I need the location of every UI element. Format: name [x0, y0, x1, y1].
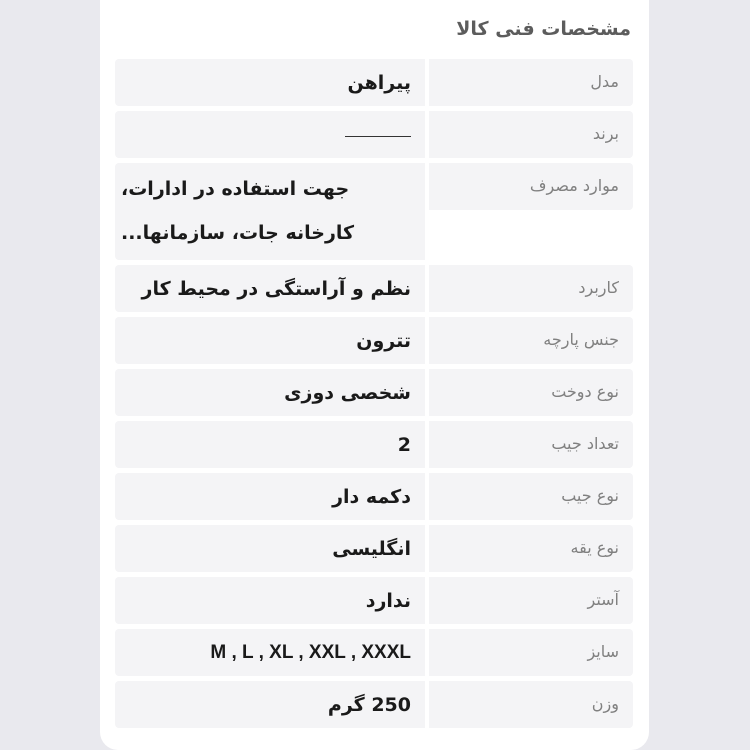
spec-row-brand	[115, 111, 633, 158]
specs-table	[115, 59, 633, 733]
spec-row-pocket-type	[115, 473, 633, 520]
spec-row-weight	[115, 681, 633, 728]
spec-label: جنس پارچه	[429, 317, 633, 364]
spec-label: مدل	[429, 59, 633, 106]
spec-row-pocket-count	[115, 421, 633, 468]
spec-value: ندارد	[115, 577, 425, 624]
spec-label: سایز	[429, 629, 633, 676]
spec-row-collar	[115, 525, 633, 572]
spec-label: نوع دوخت	[429, 369, 633, 416]
spec-row-size	[115, 629, 633, 676]
spec-value: 2	[115, 421, 425, 468]
spec-value: تترون	[115, 317, 425, 364]
spec-value: پیراهن	[115, 59, 425, 106]
spec-value: دکمه دار	[115, 473, 425, 520]
spec-label: آستر	[429, 577, 633, 624]
spec-label: کاربرد	[429, 265, 633, 312]
spec-label: وزن	[429, 681, 633, 728]
spec-value: نظم و آراستگی در محیط کار	[115, 265, 425, 312]
spec-value-line: جهت استفاده در ادارات،	[121, 177, 350, 200]
spec-label: نوع جیب	[429, 473, 633, 520]
spec-row-fabric	[115, 317, 633, 364]
spec-label: تعداد جیب	[429, 421, 633, 468]
spec-row-stitching	[115, 369, 633, 416]
spec-label: موارد مصرف	[429, 163, 633, 210]
spec-row-application	[115, 265, 633, 312]
spec-value: M , L , XL , XXL , XXXL	[115, 629, 425, 676]
spec-row-lining	[115, 577, 633, 624]
spec-value	[115, 111, 425, 158]
spec-value: 250 گرم	[115, 681, 425, 728]
section-title: مشخصات فنی کالا	[456, 18, 631, 40]
brand-placeholder-line	[345, 136, 411, 137]
spec-value: انگلیسی	[115, 525, 425, 572]
spec-value: شخصی دوزی	[115, 369, 425, 416]
spec-label: نوع یقه	[429, 525, 633, 572]
spec-value-line: کارخانه جات، سازمانها...	[121, 222, 355, 245]
spec-row-usage	[115, 163, 633, 260]
specs-card	[100, 0, 649, 750]
spec-row-model	[115, 59, 633, 106]
spec-value	[115, 163, 425, 260]
spec-label: برند	[429, 111, 633, 158]
